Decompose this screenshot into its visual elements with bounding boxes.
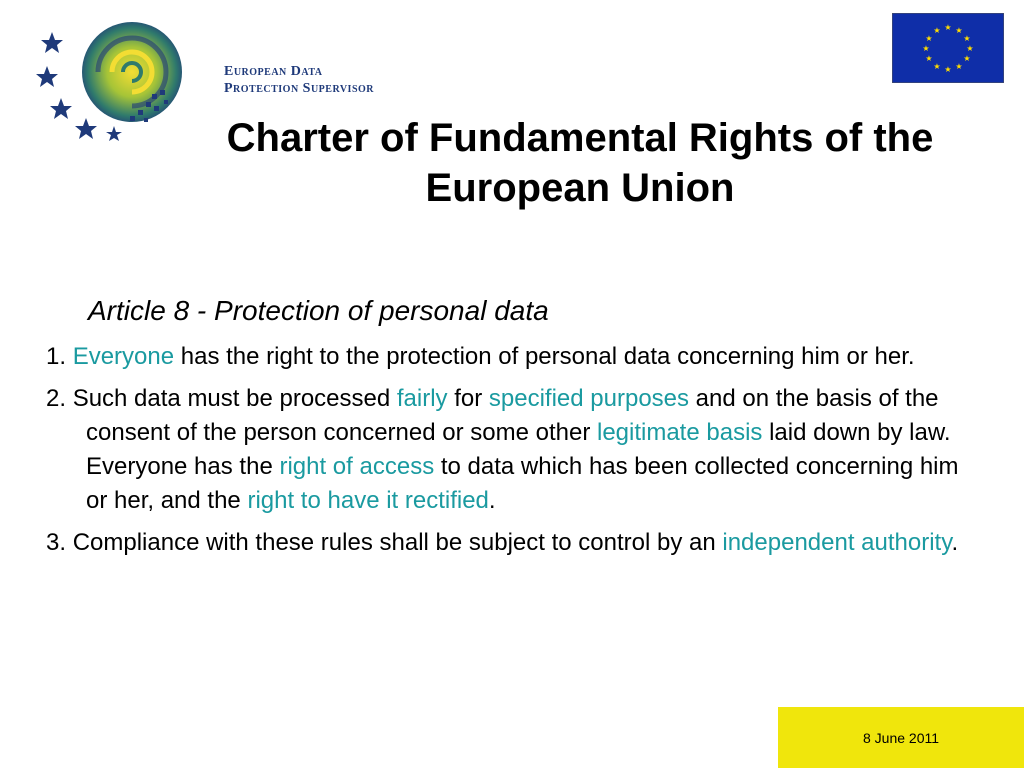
date-label: 8 June 2011 xyxy=(862,730,940,746)
article-heading: Article 8 - Protection of personal data xyxy=(88,295,549,326)
paragraph-number: 3. xyxy=(46,529,73,556)
svg-text:★: ★ xyxy=(925,54,933,63)
body-text: and on the basis of the consent of the person concerned or some other xyxy=(86,385,939,446)
paragraph-3 xyxy=(46,526,966,560)
svg-text:★: ★ xyxy=(925,34,933,43)
svg-text:★: ★ xyxy=(944,65,952,74)
logo-line-1: European Data xyxy=(224,64,323,79)
paragraph-1 xyxy=(46,340,966,374)
highlight-term: legitimate basis xyxy=(596,419,763,446)
slide-title: Charter of Fundamental Rights of the European Union xyxy=(226,116,934,210)
svg-text:★: ★ xyxy=(944,23,952,32)
svg-text:★: ★ xyxy=(966,44,974,53)
logo-line-2: Protection Supervisor xyxy=(224,81,375,96)
body-text: to data which has been collected concerning him or her, and the xyxy=(86,453,959,514)
body-text: has the right to the protection of personal data concerning him or her. xyxy=(174,343,915,370)
eu-flag xyxy=(892,13,1004,83)
body-text: Such data must be processed xyxy=(72,385,397,412)
highlight-term: right of access xyxy=(279,453,435,480)
svg-text:★: ★ xyxy=(955,26,963,35)
paragraph-2 xyxy=(46,382,966,518)
svg-text:★: ★ xyxy=(933,26,941,35)
edps-logo-text xyxy=(224,63,374,97)
highlight-term: fairly xyxy=(396,385,448,412)
svg-text:★: ★ xyxy=(963,54,971,63)
date-footer-box xyxy=(778,707,1024,768)
svg-text:★: ★ xyxy=(922,44,930,53)
svg-text:★: ★ xyxy=(955,62,963,71)
body-text: . xyxy=(488,487,496,514)
body-text: for xyxy=(447,385,489,412)
highlight-term: independent authority xyxy=(722,529,952,556)
body-text: Compliance with these rules shall be subject to control by an xyxy=(72,529,723,556)
paragraph-number: 1. xyxy=(46,343,73,370)
highlight-term: right to have it rectified xyxy=(247,487,489,514)
highlight-term: Everyone xyxy=(72,343,175,370)
eu-flag-icon xyxy=(892,13,1004,83)
paragraph-number: 2. xyxy=(46,385,73,412)
body-text: laid down by law. Everyone has the xyxy=(86,419,951,480)
svg-text:★: ★ xyxy=(933,62,941,71)
highlight-term: specified purposes xyxy=(488,385,690,412)
svg-text:★: ★ xyxy=(963,34,971,43)
body-text: . xyxy=(951,529,959,556)
article-body xyxy=(46,340,966,568)
